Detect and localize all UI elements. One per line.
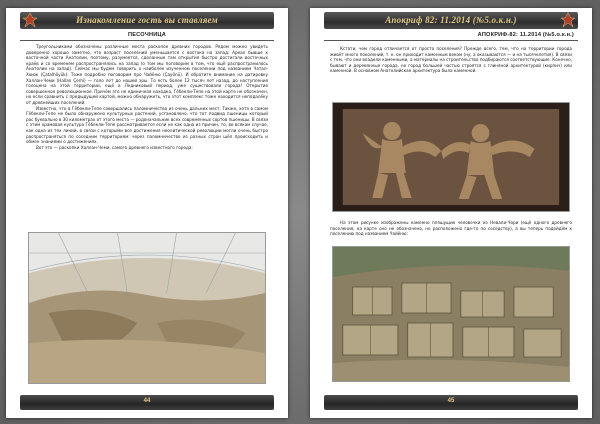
paragraph: Вот это — раскопки Халлан-Чеми, самого древнего известного города: (36, 144, 193, 150)
paragraph: Треугольниками обозначены различные места раскопок древних городов. Рядом можно увидеть доверенно хорошо заметно, что возраст поселений уменьшается с востока на запад: Ареал бывше к восточной части Анатолии, поэтому, разумеется, сделанные там открытия быстро достигали восточных краёв и со временем распространялись на запад (о том мы поговорим в том, что ещё распространилось Анатолии на запад). Сейчас мы будем говорить о наиболее изученном поселении под названием Чатал-Хююк (Çatalhöyük). Тоже подробно поговорим про Чайёню (Çayönü). И обратите внимание на датировку Халлан-Чеми (Hallan Çemi) — голо лет до нашей эры. То есть более 12 тысяч лет назад, до наступления голоцена на этой территории, ещё в Ледниковый период, уже существовали города! Открытие совершенное революционное. Причём это не единичная находка, Гёбекли-Тепе на этой карте не обозначен, но если сравнить с предыдущей картой, можно обнаружить, что этот комплекс тоже находится неподалёку от древнейших поселений. (26, 44, 268, 105)
divider (20, 40, 274, 41)
article-body (330, 46, 572, 96)
caption-text: На этом рисунке изображены каменно пляшущие человечки из Невали-Чори (ещё одного древнего поселения, на карте оно не обозначено, но расположено где-то по соседству), а вы теперь подойдём к поселению под названием Чайёню: (330, 220, 572, 237)
section-title: АПОКРИФ-82: 11.2014 (№5.о.к.н.) (477, 32, 574, 38)
header-title: Изнакомление гость вы ставляем (76, 15, 218, 25)
site-aerial-photo (332, 246, 570, 382)
figure-caption (330, 220, 572, 244)
left-page (6, 8, 288, 418)
page-number: 45 (447, 398, 455, 404)
page-number: 44 (143, 398, 151, 404)
paragraph: Известно, что в Гёбекли-Тепе совершались паломничества из очень дальних мест. Также, хотя в самом Гёбекли-Тепе не было обнаружено культурных растений, установлено, что тот подвид пшеницы который рос буквально в 30 километрах от этого места — родоначальник всех современных сортов пшеницы. В связи с этим храмовая культура Гёбекли-Тепе рассматривается если не как одна из причин, то, во всяком случае, как одна из тех линий, в связи с которыми все достижения неолитической революции могли очень быстро распространяться по соседним территориям: через паломничество из разных стран шёл происходить и обмен знаниями о достижениях. (26, 105, 268, 145)
emblem-icon (560, 12, 576, 28)
relief-photo (332, 102, 570, 212)
section-title: ПЕСОЧНИЦА (128, 32, 166, 38)
article-body (26, 44, 268, 230)
header-title: Апокриф 82: 11.2014 (№5.о.к.н.) (385, 15, 517, 25)
right-page (310, 8, 592, 418)
footer-bar (324, 395, 578, 410)
emblem-icon (22, 12, 38, 28)
paragraph: Кстати, чем город отличается от просто поселения? Прежде всего, тем, что на территории города живёт много поколений, т. к. он приходит каменным веком (ну, а оказываются — и на тысячелетия). В связи с тем, что они владели каменными, а материалы на строительство подбираются соответствующие. Конечно, бывают и деревянные города, но город большей частью строятся с глиняной архитектурой (кирпич) или каменной. В основном Анатолийская архитектура была каменной. (330, 46, 572, 74)
header-bar (20, 12, 274, 29)
footer-bar (20, 395, 274, 410)
divider (324, 40, 578, 41)
excavation-photo (28, 232, 266, 384)
header-bar (324, 12, 578, 29)
